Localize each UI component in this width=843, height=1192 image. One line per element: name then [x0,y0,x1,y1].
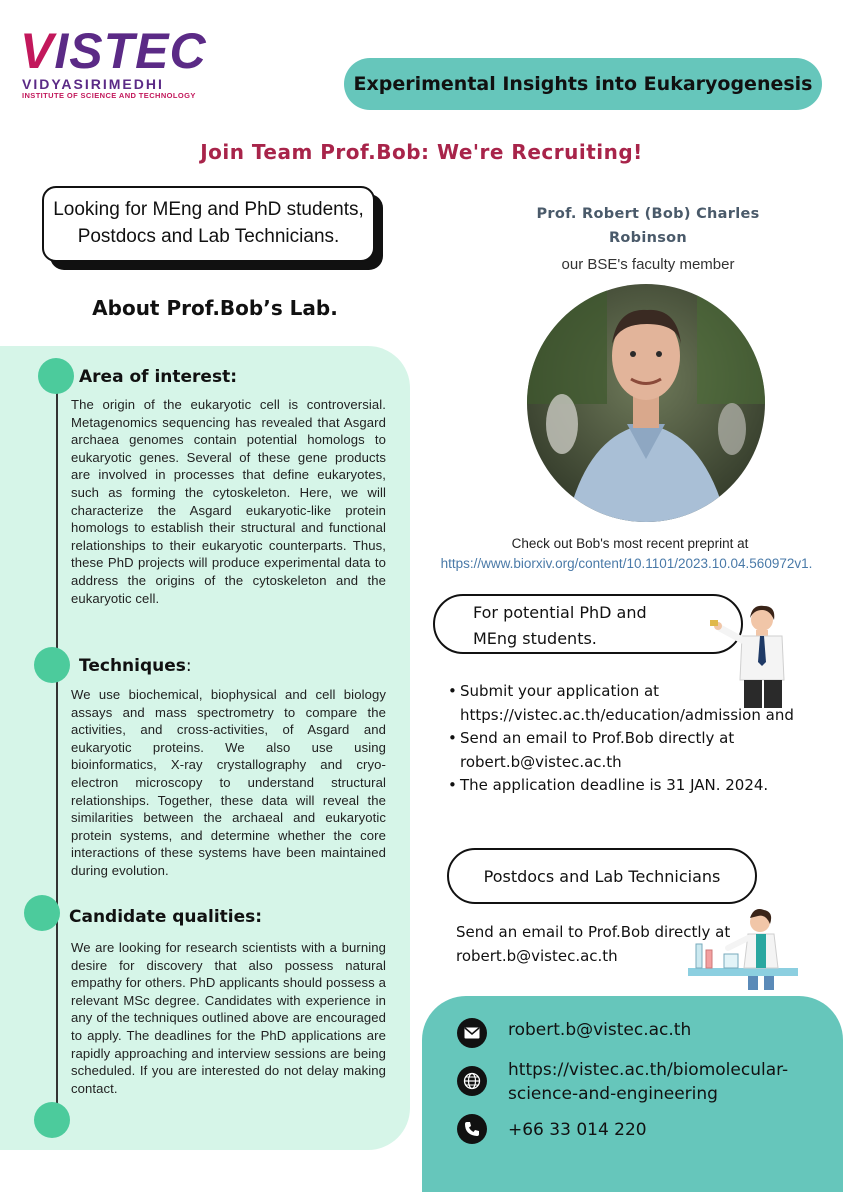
contact-website[interactable]: https://vistec.ac.th/biomolecular-science-and-engineering [508,1060,789,1104]
recruit-heading: Join Team Prof.Bob: We're Recruiting! [200,140,643,164]
contact-phone[interactable]: +66 33 014 220 [508,1120,647,1140]
professor-name-line2: Robinson [608,230,688,246]
techniques-heading-text: Techniques [79,656,186,676]
phone-icon [457,1114,487,1144]
list-item: • The application deadline is 31 JAN. 2024. [448,774,838,798]
preprint-label: Check out Bob's most recent preprint at [511,536,749,551]
contact-email[interactable]: robert.b@vistec.ac.th [508,1020,692,1040]
mail-icon [457,1018,487,1048]
timeline-dot [34,1102,70,1138]
professor-name [520,202,776,250]
postdoc-instructions: Send an email to Prof.Bob directly at robert.b@vistec.ac.th [456,923,731,965]
looking-for-box [42,186,375,262]
postdocs-pill: Postdocs and Lab Technicians [447,848,757,904]
logo-letter-v: V [20,23,55,79]
section-body-qualities: We are looking for research scientists with a burning desire for discovery that also possess natural empathy for others. PhD applicants should possess a relevant MSc degree. Candidates with experience in any of the techniques outlined above are encouraged to apply. The deadlines for the PhD applications are rapidly approaching and interview sessions are being scheduled. If you are interested do not delay making contact. [71,940,386,1096]
section-heading-qualities: Candidate qualities: [69,907,263,927]
section-body-area: The origin of the eukaryotic cell is controversial. Metagenomics sequencing has revealed that Asgard archaea genomes contain potential homologs to eukaryotic genes. Several of these gene products are involved in processes that define eukaryotes, such as forming the cytoskeleton. Here, we will characterize the Asgard eukaryotic-like protein homologs to establish their structural and functional relationships to their eukaryotic counterparts. Thus, these PhD projects will produce experimental data to address the origins of the cytoskeleton and the eukaryotic cell. [71,397,386,606]
phd-pill-line1: For potential PhD and [473,603,647,622]
page-title: Experimental Insights into Eukaryogenesis [344,58,822,110]
about-heading: About Prof.Bob’s Lab. [92,296,338,320]
timeline-dot [38,358,74,394]
list-item: • Send an email to Prof.Bob directly at robert.b@vistec.ac.th [448,727,838,774]
logo-letters: ISTEC [54,23,207,79]
phd-students-pill [433,594,743,654]
phd-pill-line2: MEng students. [473,629,597,648]
faculty-label: our BSE's faculty member [561,256,735,273]
professor-photo [527,284,765,522]
section-heading-area: Area of interest: [79,367,237,387]
section-heading-techniques [79,656,192,676]
professor-name-line1: Prof. Robert (Bob) Charles [536,206,760,222]
logo-institute-name: VIDYASIRIMEDHI [22,76,164,92]
globe-icon [457,1066,487,1096]
section-body-techniques: We use biochemical, biophysical and cell biology assays and mass spectrometry to compare the activities, and cross-activities, of Asgard and eukaryotic proteins. We also use using bioinformatics, X-ray crystallography and cryo-electron microscopy to understand structural relationships. Together, these data will reveal the similarities between the archaeal and eukaryotic protein systems, and determine whether the core interactions of these systems have been maintained during evolution. [71,687,386,878]
vistec-logo [20,23,207,79]
timeline-dot [24,895,60,931]
list-item: • Submit your application at https://vistec.ac.th/education/admission and [448,680,838,727]
scientist-illustration [688,904,798,990]
timeline-dot [34,647,70,683]
preprint-link[interactable]: https://www.biorxiv.org/content/10.1101/2023.10.04.560972v1. [440,556,813,571]
techniques-heading-colon: : [185,656,192,676]
phd-application-list [448,680,838,798]
looking-for-line2: Postdocs and Lab Technicians. [77,226,340,247]
looking-for-line1: Looking for MEng and PhD students, [53,199,364,221]
timeline-line [56,376,58,1122]
logo-institute-tagline: INSTITUTE OF SCIENCE AND TECHNOLOGY [22,91,196,100]
